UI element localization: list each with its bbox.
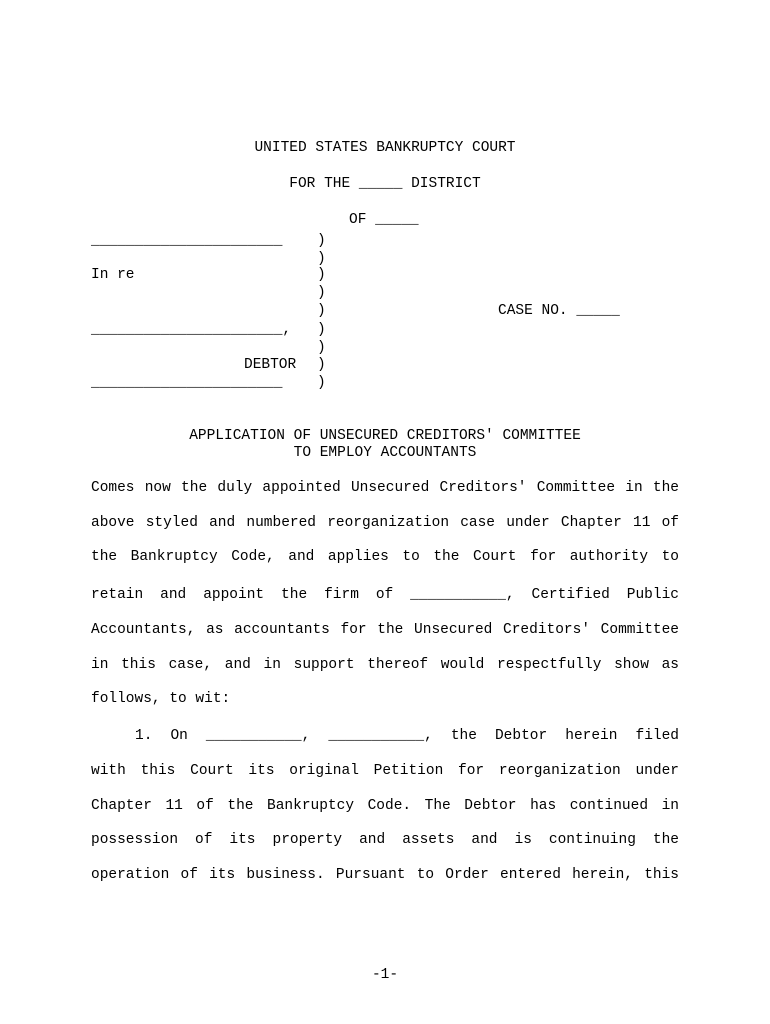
intro-line: Accountants, as accountants for the Unsecured Creditors' Committee — [91, 622, 679, 638]
intro-line: retain and appoint the firm of ___________, Certified Public — [91, 587, 679, 603]
intro-last-line: follows, to wit: — [91, 691, 231, 707]
paren: ) — [317, 322, 326, 338]
paragraph-1-line: possession of its property and assets and is continuing the — [91, 832, 679, 848]
district-line: FOR THE _____ DISTRICT — [289, 176, 481, 192]
document-title-line2: TO EMPLOY ACCOUNTANTS — [293, 445, 477, 461]
paren: ) — [317, 357, 326, 373]
paren: ) — [317, 375, 326, 391]
paren: ) — [317, 251, 326, 267]
paragraph-1-line: Chapter 11 of the Bankruptcy Code. The Debtor has continued in — [91, 798, 679, 814]
court-name: UNITED STATES BANKRUPTCY COURT — [254, 140, 516, 156]
document-title-line1: APPLICATION OF UNSECURED CREDITORS' COMMITTEE — [189, 428, 581, 444]
case-number: CASE NO. _____ — [498, 303, 620, 319]
paragraph-1-line: with this Court its original Petition for reorganization under — [91, 763, 679, 779]
of-line: OF _____ — [349, 212, 419, 228]
intro-line: above styled and numbered reorganization case under Chapter 11 of — [91, 515, 679, 531]
paren: ) — [317, 303, 326, 319]
in-re-label: In re — [91, 267, 135, 283]
paren: ) — [317, 285, 326, 301]
paren: ) — [317, 340, 326, 356]
debtor-label: DEBTOR — [244, 357, 297, 373]
page-number: -1- — [371, 967, 399, 983]
intro-line: in this case, and in support thereof would respectfully show as — [91, 657, 679, 673]
paren: ) — [317, 233, 326, 249]
paren: ) — [317, 267, 326, 283]
debtor-name-blank: ______________________, — [91, 322, 292, 338]
party-blank-bottom: ______________________ — [91, 375, 283, 391]
intro-line: the Bankruptcy Code, and applies to the Court for authority to — [91, 549, 679, 565]
intro-line: Comes now the duly appointed Unsecured Creditors' Committee in the — [91, 480, 679, 496]
paragraph-1-line: operation of its business. Pursuant to Order entered herein, this — [91, 867, 679, 883]
paragraph-1-first-line: 1. On ___________, ___________, the Debtor herein filed — [135, 728, 679, 744]
party-blank-top: ______________________ — [91, 233, 283, 249]
